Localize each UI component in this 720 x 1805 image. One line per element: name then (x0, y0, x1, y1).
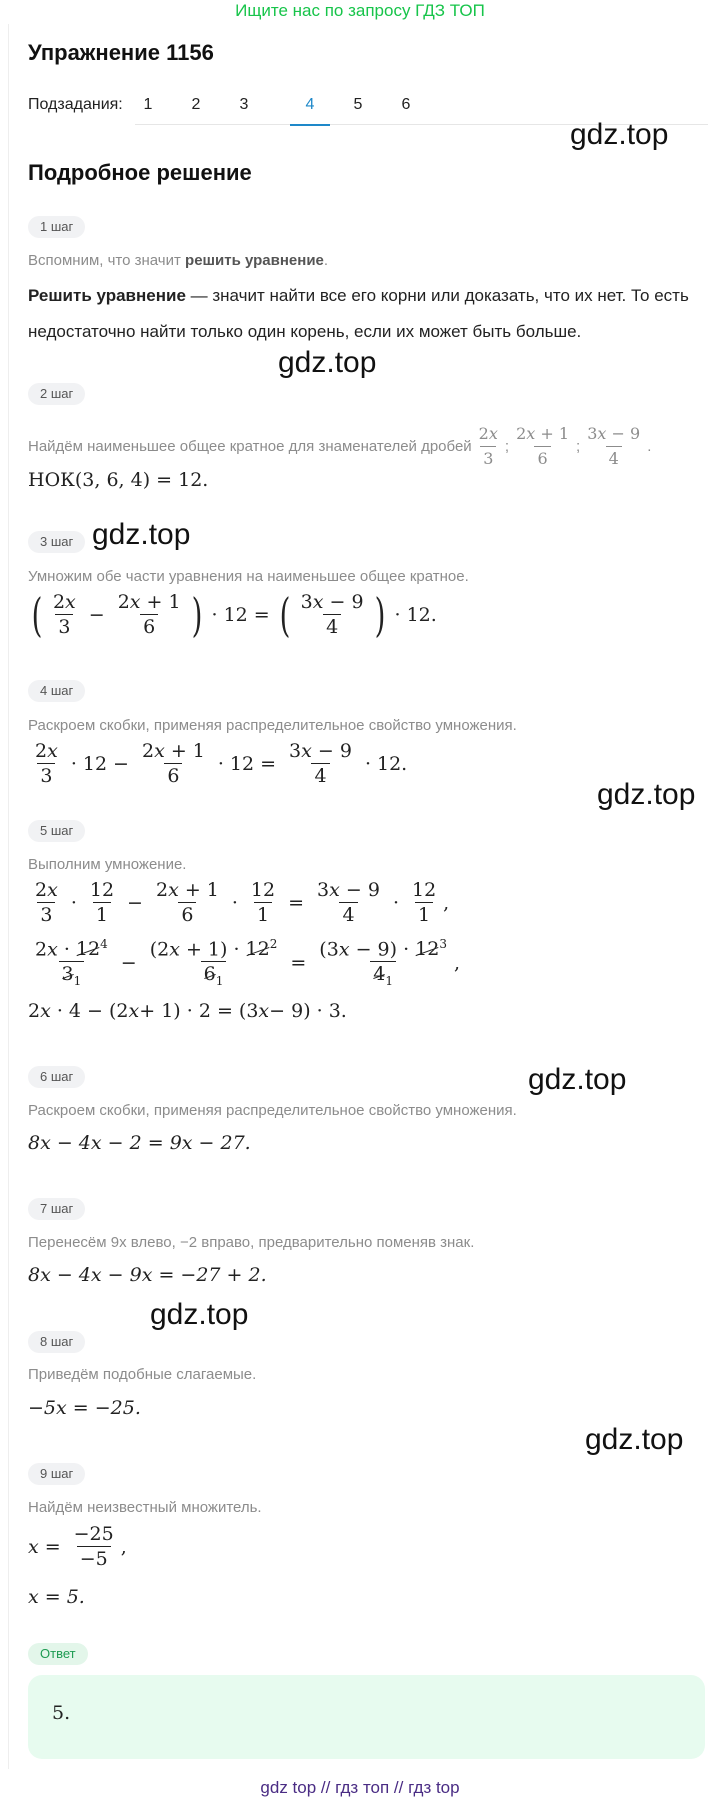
definition-text: — значит найти все его корни или доказать, что их нет. То есть недостаточно найти только один корень, если их может быть больше. (28, 286, 689, 341)
math-line: $\frac{2x \cdot 12^4}{3_1}$ − $\frac{(2x + 1) \cdot 12^2}{6_1}$ = $\frac{(3x - 9) \cdot 12^3}{4_1}$ , (28, 932, 460, 993)
step-badge: 5 шаг (28, 820, 85, 842)
top-banner[interactable]: Ищите нас по запросу ГДЗ ТОП (235, 1, 485, 20)
math-line: ( $\frac{2x}{3}$ − $\frac{2x + 1}{6}$ ) · 12 = ( $\frac{3x - 9}{4}$ ) · 12. (31, 587, 437, 642)
step-badge: 7 шаг (28, 1198, 85, 1220)
watermark: gdz.top (528, 1063, 627, 1096)
definition-paragraph (28, 278, 698, 350)
watermark: gdz.top (150, 1298, 249, 1331)
math-line: 8x − 4x − 9x = −27 + 2. (28, 1264, 267, 1286)
subtask-tab-1[interactable]: 1 (143, 96, 153, 113)
step-description: Перенесём 9x влево, −2 вправо, предварительно поменяв знак. (28, 1234, 475, 1251)
step-text: Вспомним, что значит (28, 252, 186, 269)
step-badge: 6 шаг (28, 1066, 85, 1088)
math-line: $\frac{2x}{3}$ · 12 − $\frac{2x + 1}{6}$ · 12 = $\frac{3x - 9}{4}$ · 12. (35, 740, 408, 787)
subtask-tab-3[interactable]: 3 (239, 96, 249, 113)
watermark: gdz.top (92, 518, 191, 551)
watermark: gdz.top (597, 778, 696, 811)
answer-value: 5. (52, 1702, 71, 1724)
fraction: $\frac{2x + 1}{6}$ (513, 422, 572, 471)
step-badge: 9 шаг (28, 1463, 85, 1485)
math-line: x = 5. (28, 1586, 85, 1608)
definition-term: Решить уравнение (28, 286, 186, 305)
subtask-tab-5[interactable]: 5 (353, 96, 363, 113)
step-badge: 4 шаг (28, 680, 85, 702)
nok-label: НОК (28, 469, 75, 491)
step-description: Выполним умножение. (28, 856, 187, 873)
step-text: Найдём наименьшее общее кратное для знаменателей дробей (28, 438, 472, 455)
step-description: Раскроем скобки, применяя распределительное свойство умножения. (28, 1102, 517, 1119)
math-line: 8x − 4x − 2 = 9x − 27. (28, 1132, 251, 1154)
watermark: gdz.top (585, 1423, 684, 1456)
subtasks-label: Подзадания: (28, 96, 123, 113)
math-line: −5x = −25. (28, 1397, 141, 1419)
step-badge: 2 шаг (28, 383, 85, 405)
step-description (28, 252, 328, 269)
subtask-tab-6[interactable]: 6 (401, 96, 411, 113)
footer-links[interactable]: gdz top // гдз топ // гдз top (260, 1778, 460, 1797)
fraction: $\frac{2x}{3}$ (476, 422, 501, 471)
section-title: Подробное решение (28, 160, 252, 185)
step-badge: 1 шаг (28, 216, 85, 238)
step-description: Приведём подобные слагаемые. (28, 1366, 257, 1383)
active-tab-indicator (290, 124, 330, 126)
step-description: Найдём наименьшее общее кратное для знаменателей дробей $\frac{2x}{3}$ ; $\frac{2x + 1}{6}$ ; $\frac{3x - 9}{4}$ . (28, 422, 651, 471)
math-line (28, 469, 208, 491)
step-badge: 8 шаг (28, 1331, 85, 1353)
exercise-title: Упражнение 1156 (28, 40, 214, 65)
math-line: 2 x · 4 − (2 x + 1) · 2 = (3 x − 9) · 3. (28, 1000, 347, 1022)
step-description: Раскроем скобки, применяя распределительное свойство умножения. (28, 717, 517, 734)
fraction: $\frac{3x - 9}{4}$ (584, 422, 643, 471)
answer-badge: Ответ (28, 1643, 88, 1665)
subtask-tab-2[interactable]: 2 (191, 96, 201, 113)
step-text: . (323, 252, 329, 269)
math-line: x = $\frac{-25}{-5}$ , (28, 1523, 127, 1570)
step-badge: 3 шаг (28, 531, 85, 553)
step-text-bold: решить уравнение (185, 252, 324, 269)
step-description: Умножим обе части уравнения на наименьшее общее кратное. (28, 568, 469, 585)
watermark: gdz.top (570, 118, 669, 151)
step-description: Найдём неизвестный множитель. (28, 1499, 262, 1516)
nok-expression: (3, 6, 4) = 12. (74, 469, 209, 491)
watermark: gdz.top (278, 346, 377, 379)
subtask-tab-4[interactable]: 4 (305, 96, 315, 113)
math-line: $\frac{2x}{3}$ · $\frac{12}{1}$ − $\frac{2x + 1}{6}$ · $\frac{12}{1}$ = $\frac{3x - 9}{4}$ · $\frac{12}{1}$ , (35, 879, 450, 926)
answer-box (28, 1675, 705, 1759)
